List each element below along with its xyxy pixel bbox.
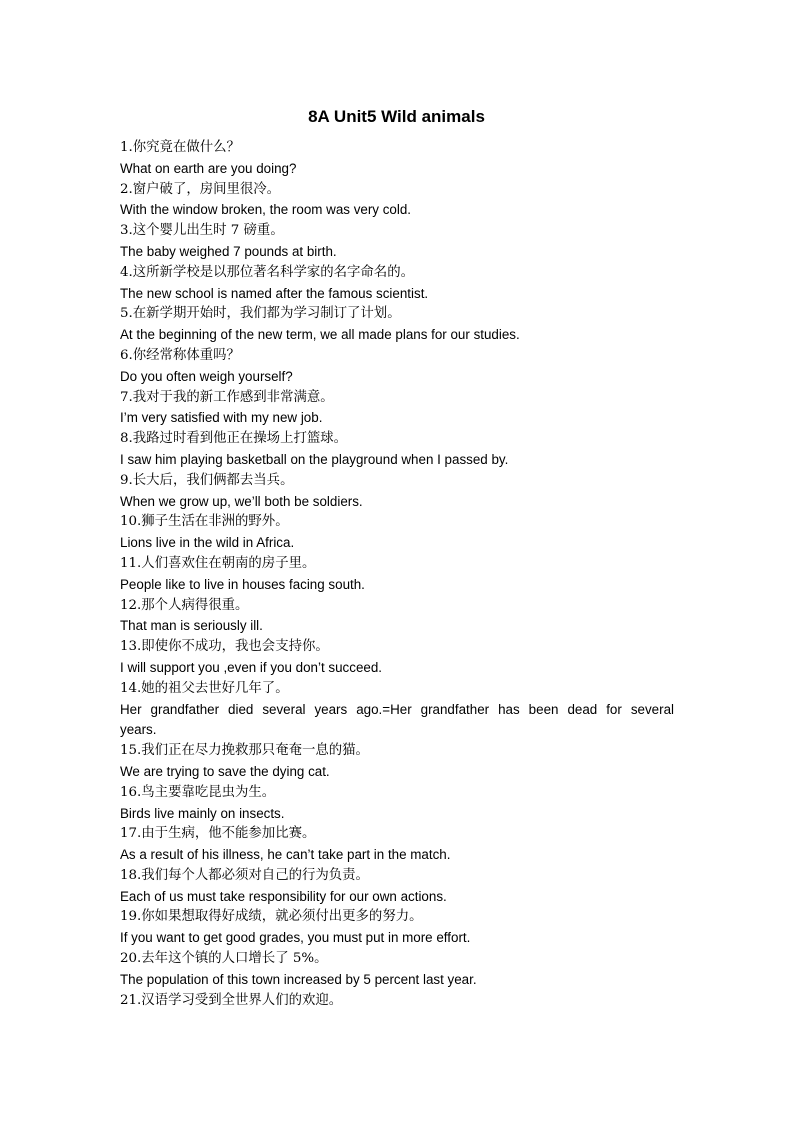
item-14-english: Her grandfather died several years ago.=Her grandfather has been dead for several (120, 701, 674, 717)
item-4-chinese: 4.这所新学校是以那位著名科学家的名字命名的。 (120, 264, 414, 280)
item-8-chinese: 8.我路过时看到他正在操场上打篮球。 (120, 431, 348, 447)
item-19-chinese: 19.你如果想取得好成绩，就必须付出更多的努力。 (120, 909, 423, 925)
item-1-english: What on earth are you doing? (120, 160, 297, 176)
page-title: 8A Unit5 Wild animals (308, 107, 485, 126)
item-4-english: The new school is named after the famous scientist. (120, 285, 429, 301)
item-11-english: People like to live in houses facing south. (120, 576, 365, 592)
item-15-english: We are trying to save the dying cat. (120, 763, 330, 779)
item-14-english-continued: years. (120, 722, 157, 738)
item-9-english: When we grow up, we’ll both be soldiers. (120, 493, 363, 509)
item-12-english: That man is seriously ill. (120, 618, 263, 634)
item-5-chinese: 5.在新学期开始时，我们都为学习制订了计划。 (120, 306, 401, 322)
item-15-chinese: 15.我们正在尽力挽救那只奄奄一息的猫。 (120, 743, 369, 759)
item-18-chinese: 18.我们每个人都必须对自己的行为负责。 (120, 867, 369, 883)
item-21-chinese: 21.汉语学习受到全世界人们的欢迎。 (120, 992, 343, 1008)
item-8-english: I saw him playing basketball on the playground when I passed by. (120, 451, 509, 467)
item-12-chinese: 12.那个人病得很重。 (120, 597, 249, 613)
item-17-chinese: 17.由于生病，他不能参加比赛。 (120, 826, 316, 842)
item-1-chinese: 1.你究竟在做什么？ (120, 140, 240, 155)
item-17-english: As a result of his illness, he can’t take part in the match. (120, 847, 451, 863)
item-20-chinese: 20.去年这个镇的人口增长了 5%。 (120, 951, 328, 967)
item-7-chinese: 7.我对于我的新工作感到非常满意。 (120, 389, 334, 405)
item-6-english: Do you often weigh yourself? (120, 368, 293, 384)
item-3-english: The baby weighed 7 pounds at birth. (120, 243, 337, 259)
item-16-english: Birds live mainly on insects. (120, 805, 285, 821)
item-20-english: The population of this town increased by 5 percent last year. (120, 971, 477, 987)
item-13-chinese: 13.即使你不成功，我也会支持你。 (120, 639, 329, 655)
item-14-chinese: 14.她的祖父去世好几年了。 (120, 680, 289, 696)
item-16-chinese: 16.鸟主要靠吃昆虫为生。 (120, 784, 276, 800)
item-10-chinese: 10.狮子生活在非洲的野外。 (120, 514, 289, 530)
item-10-english: Lions live in the wild in Africa. (120, 535, 295, 551)
item-19-english: If you want to get good grades, you must put in more effort. (120, 930, 471, 946)
item-6-chinese: 6.你经常称体重吗？ (120, 347, 240, 363)
item-11-chinese: 11.人们喜欢住在朝南的房子里。 (120, 555, 316, 571)
item-2-chinese: 2.窗户破了，房间里很冷。 (120, 181, 281, 197)
item-2-english: With the window broken, the room was very cold. (120, 202, 411, 218)
item-18-english: Each of us must take responsibility for our own actions. (120, 888, 447, 904)
item-7-english: I’m very satisfied with my new job. (120, 410, 323, 426)
item-3-chinese: 3.这个婴儿出生时 7 磅重。 (120, 223, 284, 239)
item-13-english: I will support you ,even if you don’t succeed. (120, 659, 383, 675)
sentence-list (120, 138, 674, 1011)
item-9-chinese: 9.长大后，我们俩都去当兵。 (120, 472, 294, 488)
item-5-english: At the beginning of the new term, we all made plans for our studies. (120, 327, 520, 343)
